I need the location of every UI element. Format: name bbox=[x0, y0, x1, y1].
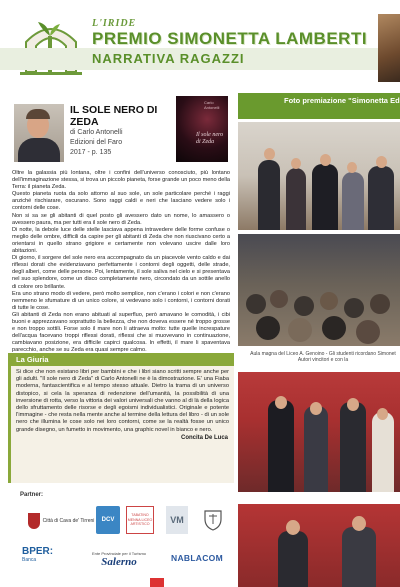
audience-head bbox=[356, 320, 380, 344]
photo-head bbox=[291, 158, 301, 169]
book-cover bbox=[176, 96, 228, 162]
photo-person bbox=[342, 172, 364, 230]
photo-caption: Aula magna del Liceo A. Genoino - Gli studenti ricordano Simonet Autori vincitori e con la bbox=[250, 351, 396, 364]
article-paragraph: Di notte, la debole luce delle stelle lasciava appena intravedere delle forme confuse o meglio delle ombre, difficili da capire per gli abitanti di Zeda che non riuscivano certo a orientarsi in quello strano grigiore e certamente non volevano uscire dalle loro abitazioni. bbox=[12, 226, 230, 255]
header-text bbox=[92, 18, 382, 49]
header-photo bbox=[378, 14, 400, 82]
photo-head bbox=[275, 396, 287, 409]
photo-person bbox=[372, 412, 394, 492]
audience-head bbox=[294, 296, 314, 316]
book-cover-author: Carlo Antonelli bbox=[204, 100, 220, 110]
book-title: IL SOLE NERO DI ZEDA bbox=[70, 104, 158, 128]
audience-head bbox=[370, 294, 390, 314]
photo-head bbox=[320, 154, 331, 166]
audience-head bbox=[270, 290, 288, 308]
audience-photo bbox=[238, 234, 400, 346]
article-body bbox=[12, 170, 230, 354]
author-body bbox=[18, 138, 60, 162]
bper-logo-text: BPER: bbox=[22, 546, 54, 557]
header-subtitle: L'IRIDE bbox=[92, 18, 137, 29]
giuria-heading: La Giuria bbox=[11, 353, 234, 366]
tiv-logo: TABATINO MENNA LICEO ARTISTICO bbox=[126, 506, 154, 534]
audience-head bbox=[246, 294, 266, 314]
bper-logo bbox=[22, 546, 72, 568]
author-photo bbox=[14, 104, 64, 162]
giuria-signature: Concita De Luca bbox=[180, 434, 228, 441]
photo-person bbox=[368, 166, 394, 230]
award-photo-1 bbox=[238, 122, 400, 230]
award-photo-2 bbox=[238, 372, 400, 492]
photo-head bbox=[264, 148, 275, 160]
author-hair bbox=[26, 109, 50, 119]
page-header bbox=[0, 0, 400, 82]
crest-logo bbox=[200, 506, 226, 534]
photo-banner: Foto premiazione "Simonetta Ed bbox=[238, 93, 400, 119]
photo-person bbox=[268, 400, 294, 492]
article-paragraph: Non si sa se gli abitanti di quel posto gli avessero dato un nome, lo amassero o avessero paura, ma per tutti era il sole nero di Zeda. bbox=[12, 212, 230, 226]
cava-shield-icon bbox=[28, 513, 40, 529]
book-cover-title: Il sole nero di Zeda bbox=[196, 132, 224, 145]
giuria-text: Si dice che non esistano libri per bambini e che i libri siano scritti sempre anche per gli adulti. "Il sole nero di Zeda" di Carlo Antonelli ne è la dimostrazione. E' una Fiaba moderna, fantascientifica e al tempo stesso attuale. Dietro la trama di un universo distopico, si cela la speranza di redenzione dell'umanità, la possibilità di una inversione di rotta, verso la vittoria dei valori universali che vanno al di là della logica dello sfruttamento delle risorse e degli egoismi individualistici. Originale e potente l'immagine - che resta nella mente anche al termine della lettura del libro - di un sole nero che illumina le cose solo nei loro contorni, come se la realtà fosse un unico grande disegno, un fumetto in movimento, una graphic novel in bianco e nero. bbox=[16, 369, 229, 433]
section-title: NARRATIVA RAGAZZI bbox=[92, 51, 245, 66]
photo-person bbox=[278, 531, 308, 587]
award-photo-3 bbox=[238, 504, 400, 587]
giuria-box bbox=[8, 353, 234, 483]
photo-head bbox=[376, 156, 387, 168]
article-paragraph: Gli abitanti di Zeda non erano abituati al superfluo, però amavano le comodità, i cibi buoni e apprezzavano soprattutto la bellezza, che non doveva essere né troppo grosse e non troppo sottili. Forse solo il mare non li attraeva molto: tutte quelle increspature dell'acqua facevano troppi riflessi dorati, riflessi che si muovevano in continuazione, cambiavano posizione, era difficile capirci qualcosa. In effetti, il mare li spaventava parecchio, anche se su Zeda era quasi sempre calmo. bbox=[12, 311, 230, 354]
vm-logo: VM bbox=[166, 506, 188, 534]
cava-logo-text: Città di Cava de' Tirreni bbox=[42, 518, 95, 524]
audience-head bbox=[320, 292, 338, 310]
photo-person bbox=[340, 402, 366, 492]
audience-head bbox=[322, 316, 346, 340]
salerno-logo-pre: Ente Provinciale per il Turismo bbox=[91, 550, 147, 556]
article-paragraph: Oltre la galassia più lontana, oltre i confini dell'universo conosciuto, più lontano dell'immaginazione stessa, si trova un piccolo pianeta, forse grande un poco meno della Terra: il pianeta Zeda. bbox=[12, 170, 230, 191]
photo-head bbox=[352, 516, 366, 531]
photo-person bbox=[312, 164, 338, 230]
dcv-logo: DCV bbox=[96, 506, 120, 534]
nablacom-logo: NABLACOM bbox=[171, 553, 223, 563]
photo-head bbox=[347, 398, 359, 411]
audience-head bbox=[256, 316, 280, 340]
audience-head bbox=[344, 298, 364, 318]
bper-logo-sub: Banca bbox=[22, 557, 37, 563]
cava-logo bbox=[26, 506, 96, 536]
photo-head bbox=[347, 162, 357, 173]
photo-head bbox=[377, 408, 388, 420]
photo-person bbox=[342, 527, 376, 587]
photo-person bbox=[258, 160, 280, 230]
article-paragraph: Di giorno, il sorgere del sole nero era accompagnato da un piacevole vento caldo e dai riflessi dorati che evidenziavano perfettamente i contorni degli oggetti, delle strade, degli alberi, come delle persone. Poi, lentamente, il sole saliva nel cielo e si presentava nel suo splendore, come un disco completamente nero, circondato da un sottile anello di colore oro brillante. bbox=[12, 255, 230, 290]
book-year-pages: 2017 - p. 135 bbox=[70, 149, 112, 156]
article-paragraph: Era uno strano modo di vedere, però molto semplice, non c'erano i colori e non c'erano nemmeno le sfumature di un unico colore, si vedevano solo i contorni, i contorni dorati di tutte le cose. bbox=[12, 290, 230, 311]
salerno-logo bbox=[78, 544, 160, 574]
header-title: PREMIO SIMONETTA LAMBERTI bbox=[92, 29, 368, 48]
article-paragraph: Questo pianeta ruota da solo attorno al suo sole, un sole particolare perché i raggi anziché rischiarare, oscurano. Sono raggi caldi e neri che lasciano vedere solo i contorni delle cose. bbox=[12, 191, 230, 212]
audience-head bbox=[288, 318, 312, 342]
book-author: di Carlo Antonelli bbox=[70, 129, 123, 136]
photo-person bbox=[286, 168, 306, 230]
crest-icon bbox=[203, 509, 223, 531]
photo-head bbox=[286, 520, 300, 535]
photo-person bbox=[304, 406, 328, 492]
partner-label: Partner: bbox=[20, 492, 44, 498]
photo-head bbox=[310, 402, 322, 415]
salerno-logo-text: Salerno bbox=[101, 555, 137, 568]
book-publisher: Edizioni del Faro bbox=[70, 139, 123, 146]
book-info bbox=[70, 104, 170, 158]
bottom-logo-strip bbox=[150, 578, 164, 587]
